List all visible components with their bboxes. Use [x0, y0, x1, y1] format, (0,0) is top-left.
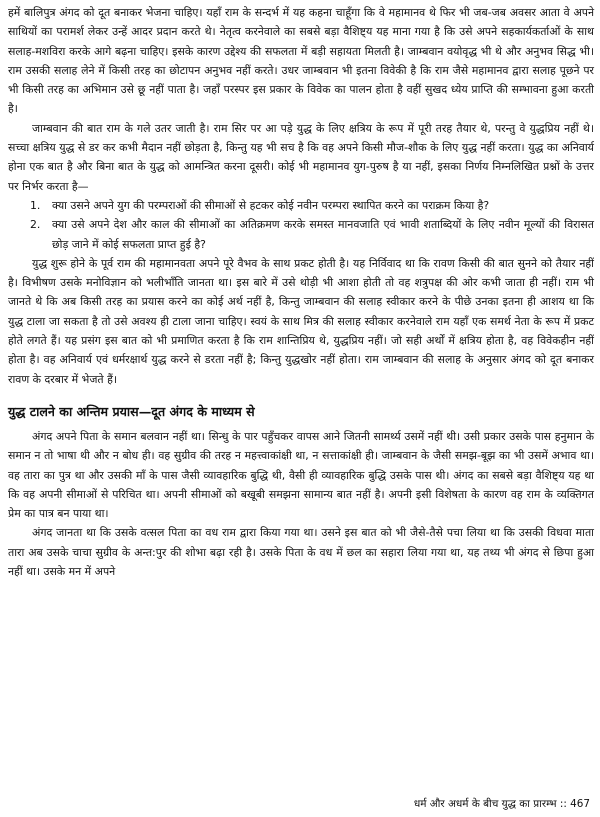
section-heading: युद्ध टालने का अन्तिम प्रयास—दूत अंगद के माध्यम से: [8, 403, 255, 419]
question-item-2: [30, 215, 594, 254]
question-number-1: 1.: [30, 198, 41, 212]
footer-separator: ::: [559, 798, 567, 810]
question-text-2: क्या उसे अपने देश और काल की सीमाओं का अतिक्रमण करके समस्त मानवजाति एवं भावी शताब्दियों के लिए नवीन मूल्यों की विरासत छोड़ जाने में कोई सफलता प्राप्त हुई है?: [52, 218, 594, 251]
paragraph-4: अंगद अपने पिता के समान बलवान नहीं था। सिन्धु के पार पहुँचकर वापस आने जितनी सामर्थ्य उसमें नहीं थी। उसी प्रकार उसके पास हनुमान के समान न तो भाषा थी और न बोध ही। वह सुग्रीव की तरह न महत्त्वाकांक्षी था, न सत्ताकांक्षी ही। जाम्बवान के जैसी समझ-बूझ का भी उसमें अभाव था। वह तारा का पुत्र था और उसकी माँ के पास जैसी व्यावहारिक बुद्धि थी, वैसी ही व्यावहारिक बुद्धि उसके पास थी। अंगद का सबसे बड़ा वैशिष्ट्य यह था कि वह अपनी सीमाओं से परिचित था। अपनी सीमाओं को बखूबी समझना सामान्य बात नहीं है। अपनी इसी विशेषता के कारण वह राम के व्यक्तिगत प्रेम का पात्र बन पाया था।: [8, 429, 594, 521]
paragraph-1: हमें बालिपुत्र अंगद को दूत बनाकर भेजना चाहिए। यहाँ राम के सन्दर्भ में यह कहना चाहूँगा कि वे महामानव थे फिर भी जब-जब अवसर आता वे अपने साथियों का परामर्श लेकर उन्हें आदर प्रदान करते थे। नेतृत्व करनेवाले का सबसे बड़ा वैशिष्ट्य यह माना गया है कि उसे अपने सहकार्यकर्ताओं के साथ सलाह-मशविरा करके आगे बढ़ना चाहिए। इसके कारण उद्देश्य की सफलता में बड़ी सहायता मिलती है। जाम्बवान वयोवृद्ध भी थे और अनुभव सिद्ध भी। राम उसकी सलाह लेने में किसी तरह का छोटापन अनुभव नहीं करते। उधर जाम्बवान भी इतना विवेकी है कि राम जैसे महामानव द्वारा सलाह पूछने पर भी किसी तरह का अभिमान उसे छू नहीं पाता है। जहाँ परस्पर इस प्रकार के विवेक का पालन होता है वहीं सुखद ध्येय प्राप्ति की सम्भावना हुआ करती है।: [8, 6, 594, 116]
paragraph-2: जाम्बवान की बात राम के गले उतर जाती है। राम सिर पर आ पड़े युद्ध के लिए क्षत्रिय के रूप में पूरी तरह तैयार थे, परन्तु वे युद्धप्रिय नहीं थे। सच्चा क्षत्रिय युद्ध से डर कर कभी मैदान नहीं छोड़ता है, किन्तु यह भी सच है कि वह अपने किसी मौज-शौक के लिए युद्ध नहीं करता। युद्ध का अनिवार्य होना एक बात है और बिना बात के युद्ध को आमन्त्रित करना दूसरी। कोई भी महामानव युग-पुरुष है या नहीं, इसका निर्णय निम्नलिखित प्रश्नों के उत्तर पर निर्भर करता है—: [8, 121, 594, 193]
page-footer: [414, 797, 590, 811]
paragraph-5: अंगद जानता था कि उसके वत्सल पिता का वध राम द्वारा किया गया था। उसने इस बात को भी जैसे-तैसे पचा लिया था कि उसकी विधवा माता तारा अब उसके चाचा सुग्रीव के अन्त:पुर की शोभा बढ़ा रही है। उसके पिता के वध में छल का सहारा लिया गया था, यह तथ्य भी अंगद से छिपा हुआ नहीं था। उसके मन में अपने: [8, 526, 594, 579]
paragraph-3: युद्ध शुरू होने के पूर्व राम की महामानवता अपने पूरे वैभव के साथ प्रकट होती है। यह निर्विवाद था कि रावण किसी की बात सुनने को तैयार नहीं है। विभीषण उसके मनोविज्ञान को भलीभाँति जानता था। इस बारे में उसे थोड़ी भी आशा होती तो वह शत्रुपक्ष की ओर कभी जाता ही नहीं। राम भी जानते थे कि अब किसी तरह का प्रयास करने का कोई अर्थ नहीं है, किन्तु जाम्बवान की सलाह स्वीकार करने के पीछे उनका इतना ही आशय था कि युद्ध टाला जा सकता है तो उसे अवश्य ही टाला जाना चाहिए। स्वयं के साथ मित्र की सलाह स्वीकार करनेवाले राम यहाँ एक समर्थ नेता के रूप में प्रकट होते लगते हैं। यह प्रसंग इस बात को भी प्रमाणित करता है कि राम शान्तिप्रिय थे, युद्धप्रिय नहीं। जो सही अर्थों में क्षत्रिय होता है, वह विवेकहीन नहीं होता है। वह अनिवार्य एवं धर्मरक्षार्थ युद्ध करने से डरता नहीं है; किन्तु युद्धखोर नहीं होता। राम जाम्बवान की सलाह के अनुसार अंगद को दूत बनाकर रावण के दरबार में भेजते हैं।: [8, 256, 594, 386]
running-title: धर्म और अधर्म के बीच युद्ध का प्रारम्भ: [413, 798, 557, 810]
question-list: [0, 196, 600, 254]
page-number: 467: [570, 798, 590, 810]
question-number-2: 2.: [30, 218, 41, 232]
question-item-1: [30, 196, 594, 215]
question-text-1: क्या उसने अपने युग की परम्पराओं की सीमाओं से हटकर कोई नवीन परम्परा स्थापित करने का पराक्रम किया है?: [52, 198, 490, 212]
